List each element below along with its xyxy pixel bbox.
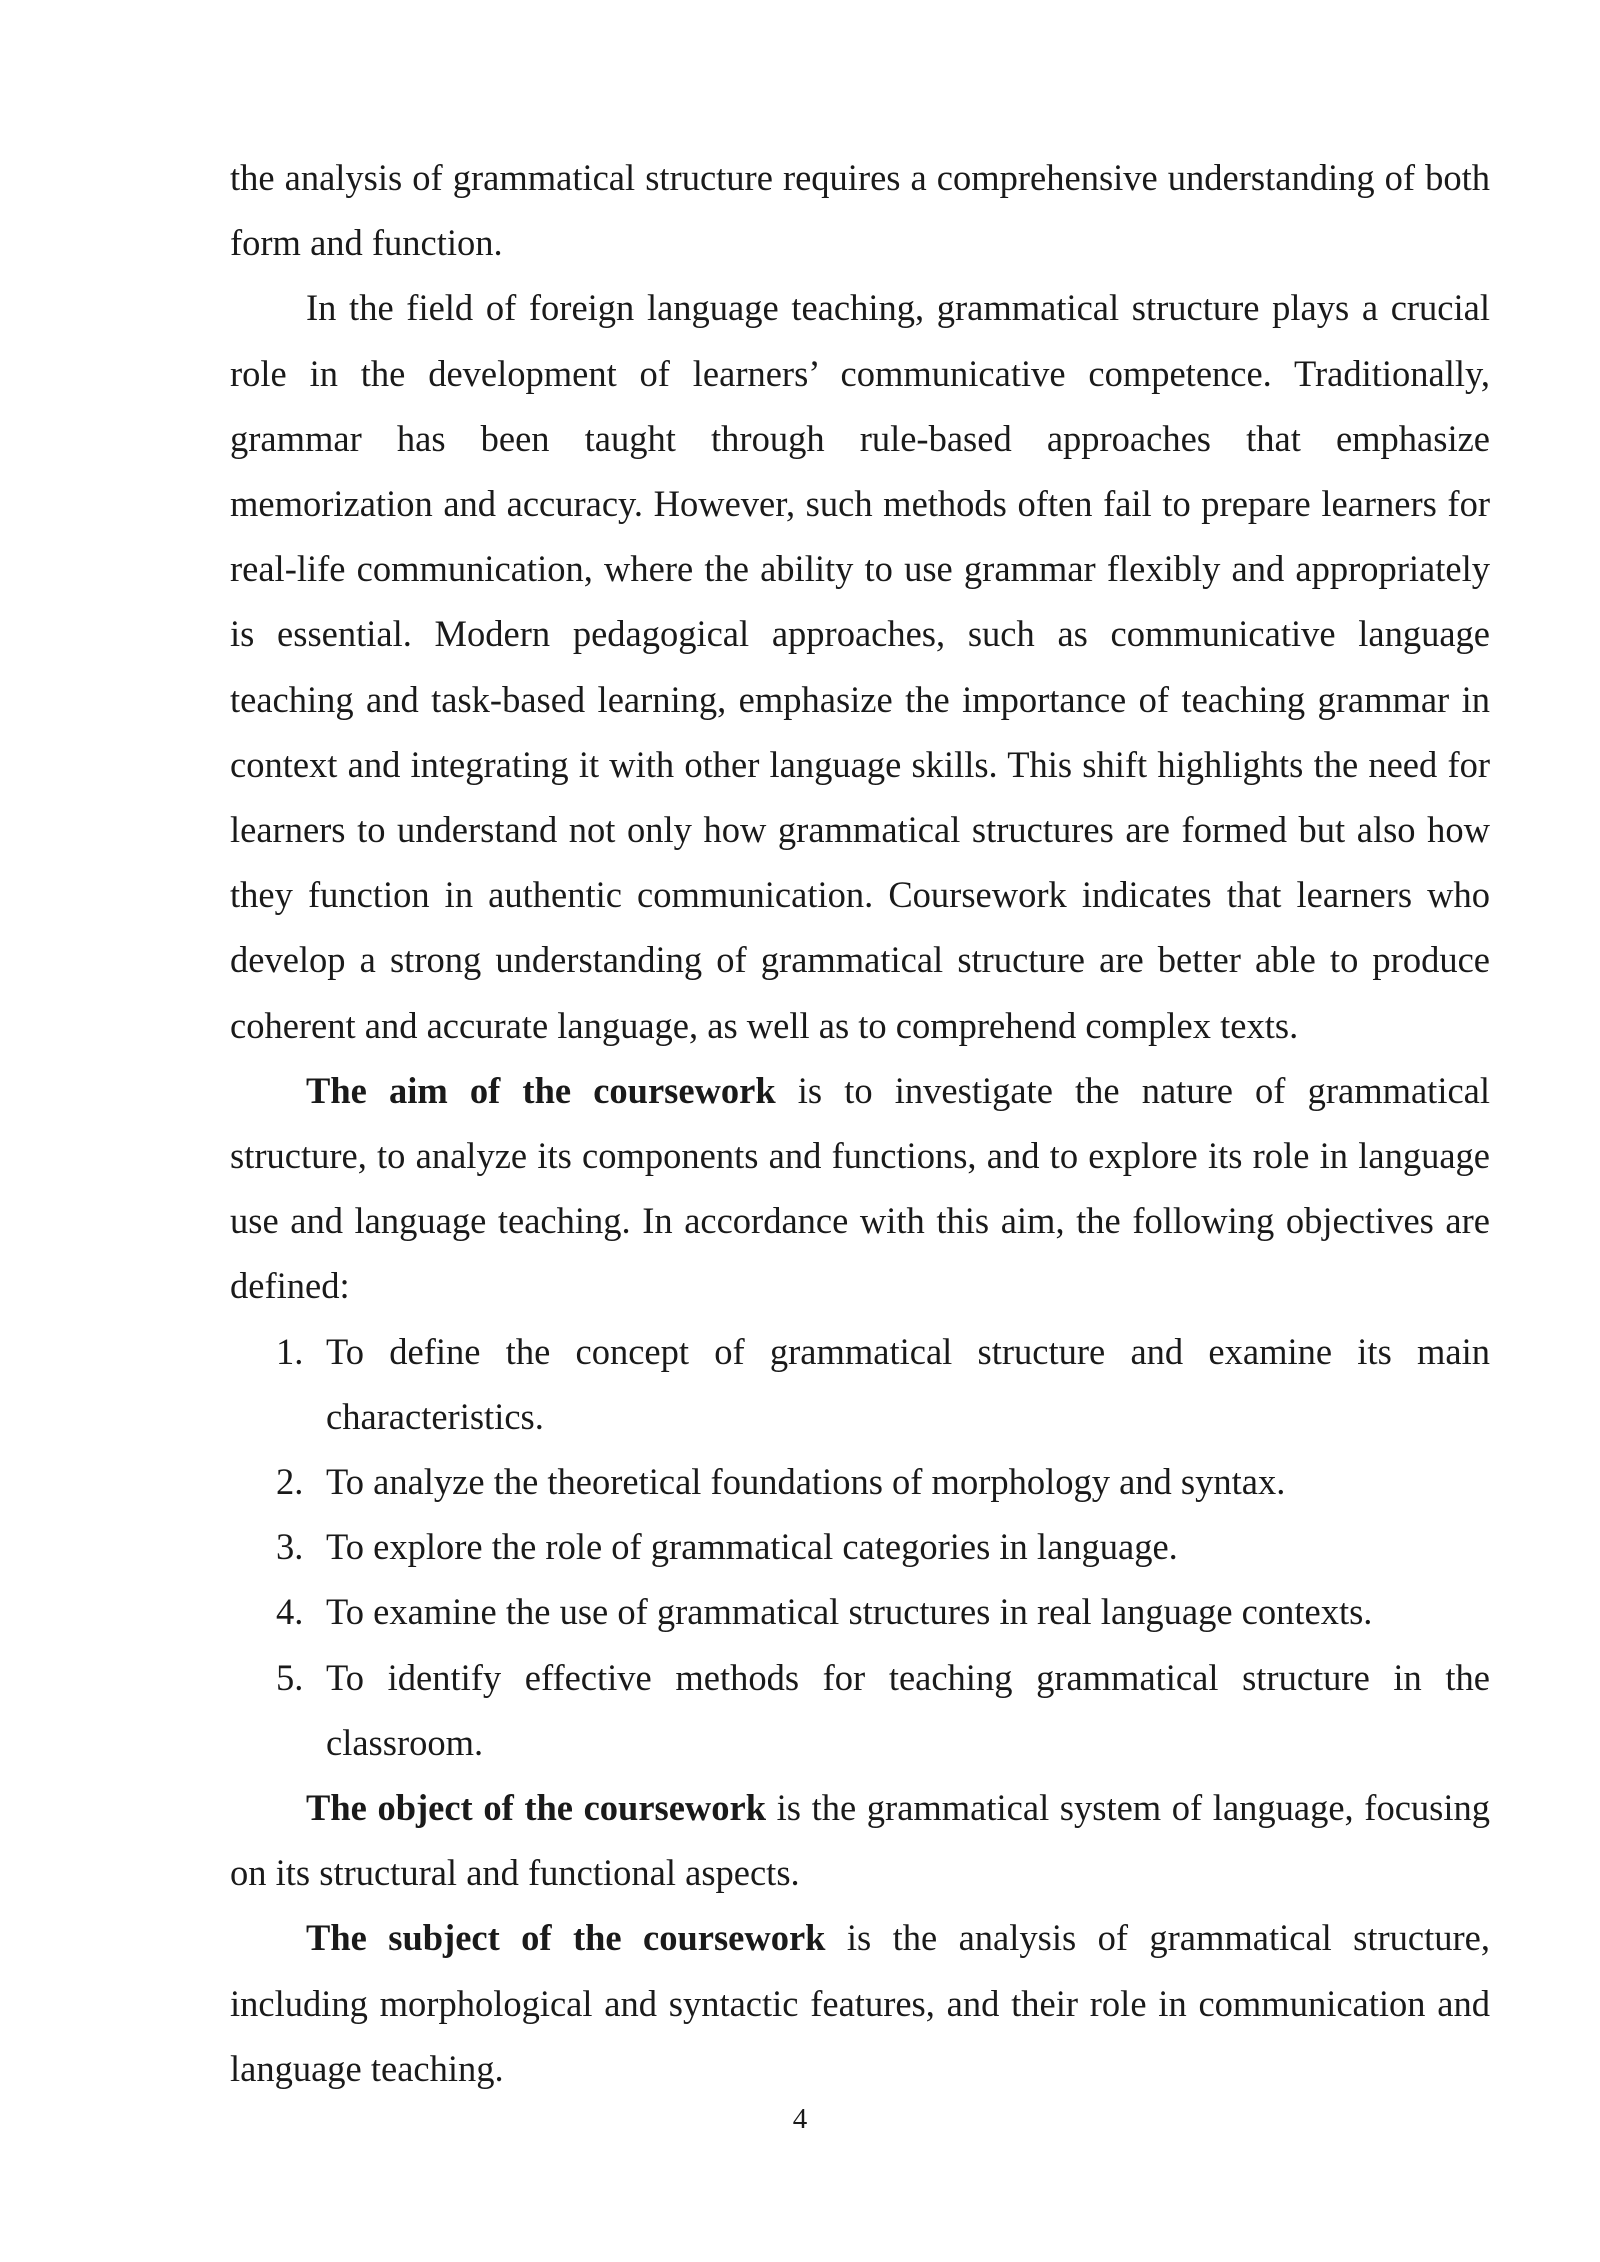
objective-item bbox=[230, 1449, 1490, 1514]
objective-text: To analyze the theoretical foundations of morphology and syntax. bbox=[326, 1461, 1286, 1503]
objective-text: To define the concept of grammatical structure and examine its main characteristics. bbox=[326, 1330, 1490, 1437]
aim-heading: The aim of the coursework bbox=[306, 1069, 776, 1111]
paragraph-continuation: the analysis of grammatical structure requires a comprehensive understanding of both form and function. bbox=[230, 157, 1490, 264]
paragraph-subject bbox=[230, 1905, 1490, 2101]
objective-item bbox=[230, 1645, 1490, 1775]
objective-number: 4. bbox=[276, 1591, 304, 1633]
object-text: is the grammatical system of language, focusing on its structural and functional aspects. bbox=[230, 1787, 1490, 1894]
objective-number: 2. bbox=[276, 1461, 304, 1503]
objective-number: 5. bbox=[276, 1656, 304, 1698]
subject-text: is the analysis of grammatical structure, including morphological and syntactic features, and their role in communication and language teaching. bbox=[230, 1917, 1490, 2089]
page-number: 4 bbox=[792, 2103, 808, 2135]
objective-item bbox=[230, 1579, 1490, 1644]
objective-text: To examine the use of grammatical structures in real language contexts. bbox=[326, 1591, 1373, 1633]
objective-item bbox=[230, 1319, 1490, 1449]
objective-text: To identify effective methods for teaching grammatical structure in the classroom. bbox=[326, 1656, 1490, 1763]
objective-number: 3. bbox=[276, 1526, 304, 1568]
paragraph-object bbox=[230, 1775, 1490, 1905]
body-text bbox=[230, 145, 1490, 2101]
paragraph-language-teaching: In the field of foreign language teaching, grammatical structure plays a crucial role in the development of learners’ communicative competence. Traditionally, grammar has been taught through rule-based approaches that emphasize memorization and accuracy. However, such methods often fail to prepare learners for real-life communication, where the ability to use grammar flexibly and appropriately is essential. Modern pedagogical approaches, such as communicative language teaching and task-based learning, emphasize the importance of teaching grammar in context and integrating it with other language skills. This shift highlights the need for learners to understand not only how grammatical structures are formed but also how they function in authentic communication. Coursework indicates that learners who develop a strong understanding of grammatical structure are better able to produce coherent and accurate language, as well as to comprehend complex texts. bbox=[230, 287, 1490, 1046]
objective-item bbox=[230, 1514, 1490, 1579]
aim-text: is to investigate the nature of grammatical structure, to analyze its components and functions, and to explore its role in language use and language teaching. In accordance with this aim, the following objectives are defined: bbox=[230, 1069, 1490, 1307]
object-heading: The object of the coursework bbox=[306, 1787, 767, 1829]
objectives-list bbox=[230, 1319, 1490, 1775]
paragraph-aim bbox=[230, 1058, 1490, 1319]
objective-text: To explore the role of grammatical categories in language. bbox=[326, 1526, 1178, 1568]
objective-number: 1. bbox=[276, 1330, 304, 1372]
subject-heading: The subject of the coursework bbox=[306, 1917, 826, 1959]
